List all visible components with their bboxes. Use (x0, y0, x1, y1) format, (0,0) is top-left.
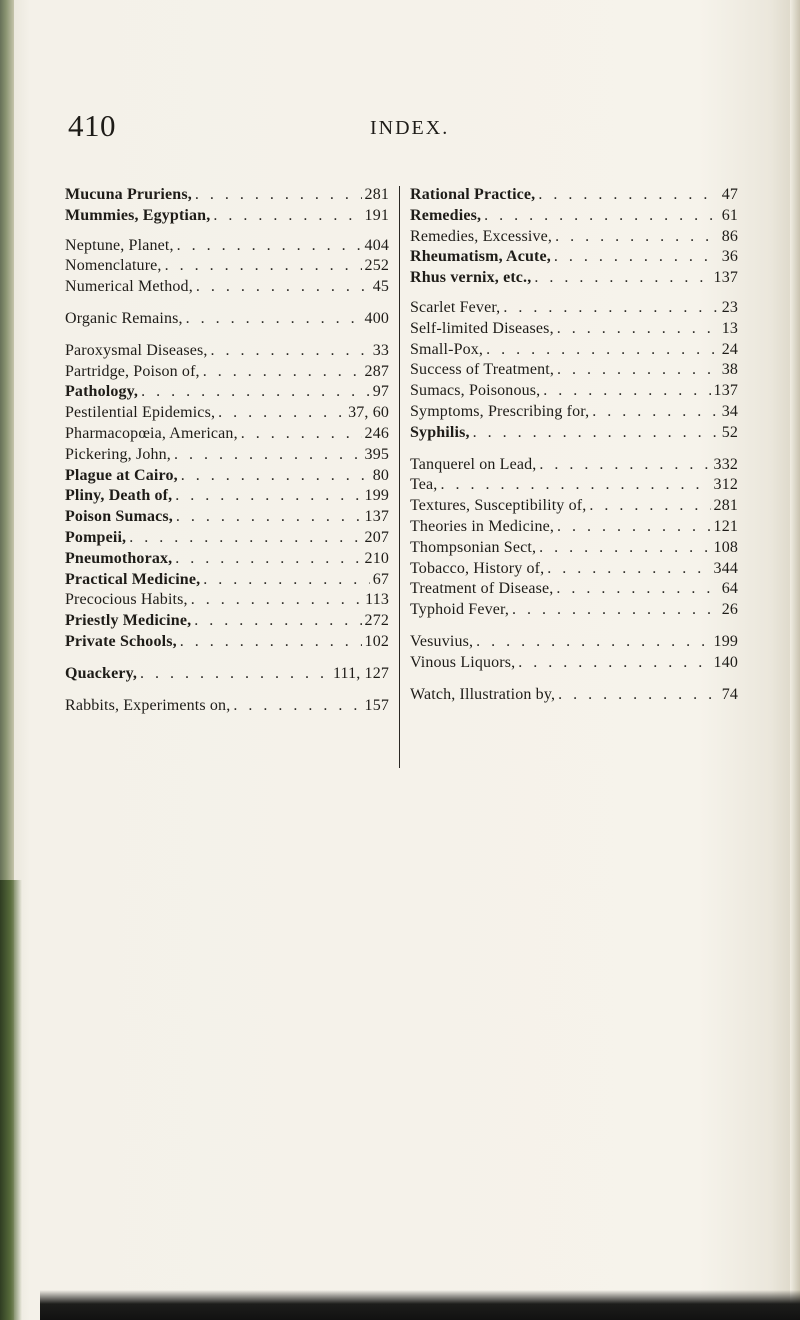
page-reference: 97 (372, 383, 389, 401)
dot-leader (539, 538, 710, 559)
index-term: Remedies, (410, 206, 482, 224)
index-term: Plague at Cairo, (65, 466, 178, 484)
page-reference: 137 (713, 269, 738, 287)
index-term: Thompsonian Sect, (410, 538, 537, 556)
index-term: Mucuna Pruriens, (65, 186, 192, 203)
index-entry (410, 423, 738, 444)
page-reference: 210 (364, 549, 389, 567)
index-entry (410, 496, 738, 517)
dot-leader (503, 298, 718, 319)
index-entry (65, 445, 389, 466)
index-term: Practical Medicine, (65, 570, 201, 588)
page-reference: 45 (372, 278, 389, 296)
index-term: Poison Sumacs, (65, 508, 173, 526)
index-term: Syphilis, (410, 423, 470, 441)
index-term: Success of Treatment, (410, 361, 555, 379)
index-term: Watch, Illustration by, (410, 685, 556, 703)
dot-leader (141, 382, 370, 403)
page-reference: 246 (364, 424, 389, 442)
dot-leader (534, 268, 710, 289)
index-entry (410, 268, 738, 289)
index-entry (65, 632, 389, 653)
page-reference: 47 (721, 186, 738, 203)
index-entry (410, 632, 738, 653)
page-reference: 395 (364, 445, 389, 463)
page-reference: 36 (721, 248, 738, 266)
dot-leader (557, 517, 711, 538)
index-term: Tea, (410, 476, 438, 494)
index-term: Pharmacopœia, American, (65, 424, 238, 442)
page-reference: 121 (713, 517, 738, 535)
dot-leader (195, 185, 362, 206)
page-edge (790, 0, 800, 1320)
page-header (0, 108, 800, 148)
page-reference: 137 (713, 382, 738, 400)
page-reference: 157 (364, 696, 389, 714)
index-entry (65, 611, 389, 632)
dot-leader (140, 664, 330, 685)
index-entry (410, 402, 738, 423)
dot-leader (512, 600, 719, 621)
dot-leader (538, 185, 718, 206)
index-entry (65, 277, 389, 298)
index-entry (410, 381, 738, 402)
page-reference: 332 (713, 455, 738, 473)
index-entry (65, 185, 389, 206)
page-reference: 34 (721, 402, 738, 420)
index-entry (410, 475, 738, 496)
index-entry (65, 590, 389, 611)
dot-leader (557, 360, 719, 381)
index-term: Treatment of Disease, (410, 580, 554, 598)
index-term: Nomenclature, (65, 257, 162, 275)
index-term: Neptune, Planet, (65, 236, 174, 254)
column-divider (399, 186, 400, 768)
page-reference: 52 (721, 423, 738, 441)
index-entry (410, 360, 738, 381)
page-reference: 400 (364, 309, 389, 327)
page-reference: 140 (713, 653, 738, 671)
index-term: Pliny, Death of, (65, 487, 173, 505)
page-reference: 137 (364, 508, 389, 526)
dot-leader (556, 579, 718, 600)
dot-leader (589, 496, 710, 517)
index-entry (410, 227, 738, 248)
index-term: Vesuvius, (410, 632, 474, 650)
index-term: Organic Remains, (65, 309, 183, 327)
index-entry (410, 579, 738, 600)
dot-leader (174, 445, 362, 466)
dot-leader (218, 403, 345, 424)
index-entry (410, 517, 738, 538)
page-reference: 102 (364, 632, 389, 650)
index-term: Numerical Method, (65, 278, 193, 296)
index-term: Pestilential Epidemics, (65, 404, 216, 422)
dot-leader (518, 653, 710, 674)
page-reference: 404 (364, 236, 389, 254)
dot-leader (557, 319, 719, 340)
index-term: Partridge, Poison of, (65, 362, 200, 380)
page-reference: 281 (713, 497, 738, 515)
index-term: Theories in Medicine, (410, 517, 554, 535)
index-entry (65, 466, 389, 487)
index-entry (65, 570, 389, 591)
dot-leader (484, 206, 719, 227)
index-term: Rheumatism, Acute, (410, 248, 551, 266)
page-reference: 113 (365, 591, 389, 609)
dot-leader (211, 341, 370, 362)
index-entry (65, 528, 389, 549)
page-reference: 38 (721, 361, 738, 379)
index-entry (410, 600, 738, 621)
page-reference: 344 (713, 559, 738, 577)
index-term: Vinous Liquors, (410, 653, 516, 671)
dot-leader (177, 236, 362, 257)
dot-leader (440, 475, 710, 496)
index-term: Pathology, (65, 383, 139, 401)
page-reference: 80 (372, 466, 389, 484)
book-binding-shadow (0, 880, 22, 1320)
index-entry (410, 538, 738, 559)
index-entry (410, 319, 738, 340)
page-reference: 37, 60 (348, 404, 389, 422)
page-reference: 86 (721, 227, 738, 245)
index-term: Pompeii, (65, 528, 127, 546)
dot-leader (543, 381, 710, 402)
dot-leader (203, 362, 362, 383)
index-entry (410, 559, 738, 580)
dot-leader (175, 486, 361, 507)
index-entry (65, 424, 389, 445)
index-term: Priestly Medicine, (65, 612, 192, 630)
page-reference: 33 (372, 341, 389, 359)
page-reference: 24 (721, 340, 738, 358)
dot-leader (476, 632, 710, 653)
index-entry (65, 549, 389, 570)
index-term: Mummies, Egyptian, (65, 206, 211, 224)
index-term: Scarlet Fever, (410, 298, 501, 316)
page-reference: 111, 127 (332, 664, 389, 682)
index-entry (65, 403, 389, 424)
dot-leader (473, 423, 719, 444)
index-entry (410, 185, 738, 206)
index-entry (410, 455, 738, 476)
index-entry (65, 664, 389, 685)
index-entry (410, 653, 738, 674)
index-term: Sumacs, Poisonous, (410, 382, 541, 400)
dot-leader (486, 340, 719, 361)
page-reference: 64 (721, 580, 738, 598)
index-entry (410, 206, 738, 227)
index-entry (65, 256, 389, 277)
dot-leader (554, 247, 719, 268)
index-column-right (410, 185, 738, 705)
dot-leader (203, 570, 369, 591)
dot-leader (241, 424, 362, 445)
index-entry (65, 341, 389, 362)
index-term: Private Schools, (65, 632, 177, 650)
index-term: Rhus vernix, etc., (410, 269, 532, 287)
page-reference: 312 (713, 476, 738, 494)
index-term: Textures, Susceptibility of, (410, 497, 587, 515)
page-reference: 26 (721, 601, 738, 619)
page-reference: 252 (364, 257, 389, 275)
index-entry (410, 340, 738, 361)
index-term: Paroxysmal Diseases, (65, 341, 208, 359)
index-term: Quackery, (65, 664, 138, 682)
index-entry (410, 247, 738, 268)
index-term: Rational Practice, (410, 186, 536, 203)
index-term: Pneumothorax, (65, 549, 173, 567)
dot-leader (191, 590, 362, 611)
page-reference: 61 (721, 206, 738, 224)
page-reference: 207 (364, 528, 389, 546)
index-column-left (65, 185, 389, 716)
dot-leader (558, 685, 719, 706)
page-reference: 23 (721, 298, 738, 316)
page-reference: 67 (372, 570, 389, 588)
index-term: Symptoms, Prescribing for, (410, 402, 590, 420)
dot-leader (194, 611, 361, 632)
index-entry (410, 298, 738, 319)
dot-leader (213, 206, 361, 227)
index-entry (65, 486, 389, 507)
index-term: Precocious Habits, (65, 591, 188, 609)
dot-leader (165, 256, 362, 277)
dot-leader (180, 632, 362, 653)
page-reference: 199 (713, 632, 738, 650)
dot-leader (555, 227, 719, 248)
index-term: Rabbits, Experiments on, (65, 696, 231, 714)
index-term: Self-limited Diseases, (410, 319, 554, 337)
scan-bottom-shadow (40, 1290, 800, 1320)
dot-leader (539, 455, 710, 476)
index-entry (65, 362, 389, 383)
page-number: 410 (68, 108, 116, 143)
index-term: Pickering, John, (65, 445, 171, 463)
index-term: Small-Pox, (410, 340, 484, 358)
dot-leader (547, 559, 710, 580)
index-entry (65, 382, 389, 403)
page-reference: 199 (364, 487, 389, 505)
index-entry (65, 206, 389, 227)
index-entry (65, 236, 389, 257)
dot-leader (196, 277, 370, 298)
page-reference: 74 (721, 685, 738, 703)
page-reference: 272 (364, 612, 389, 630)
dot-leader (233, 696, 361, 717)
dot-leader (175, 549, 361, 570)
index-term: Typhoid Fever, (410, 601, 509, 619)
index-term: Tobacco, History of, (410, 559, 545, 577)
index-term: Tanquerel on Lead, (410, 455, 537, 473)
page-reference: 191 (364, 206, 389, 224)
index-entry (65, 507, 389, 528)
dot-leader (186, 309, 362, 330)
page-reference: 108 (713, 538, 738, 556)
dot-leader (129, 528, 361, 549)
dot-leader (176, 507, 362, 528)
page-reference: 287 (364, 362, 389, 380)
dot-leader (181, 466, 370, 487)
dot-leader (592, 402, 718, 423)
running-head: INDEX. (370, 117, 450, 139)
index-entry (410, 685, 738, 706)
index-term: Remedies, Excessive, (410, 227, 553, 245)
page-reference: 281 (364, 186, 389, 203)
index-entry (65, 696, 389, 717)
index-entry (65, 309, 389, 330)
page-reference: 13 (721, 319, 738, 337)
